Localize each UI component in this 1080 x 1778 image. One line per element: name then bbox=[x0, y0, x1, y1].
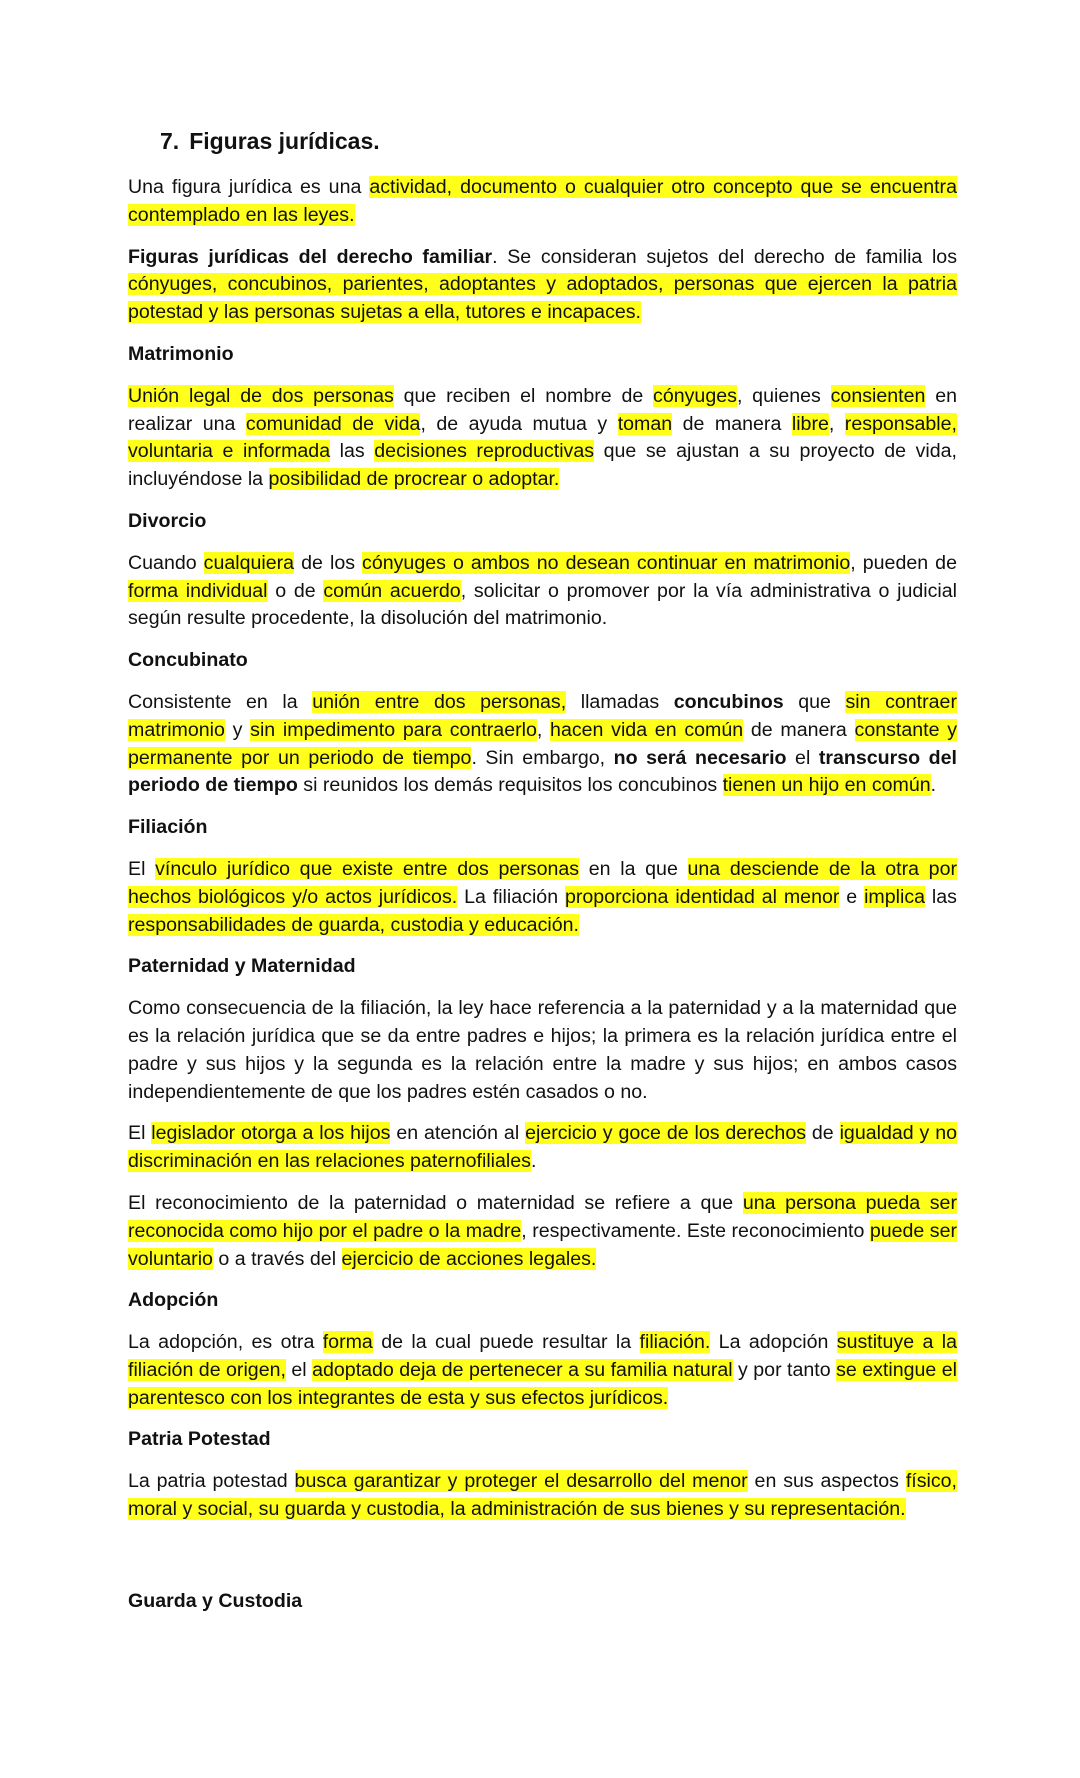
paragraph bbox=[128, 1120, 957, 1176]
section-title-text: Figuras jurídicas. bbox=[189, 128, 380, 154]
bold-text: concubinos bbox=[673, 690, 784, 713]
text-run: , bbox=[536, 718, 551, 741]
text-run: las bbox=[925, 885, 957, 908]
highlighted-text: puede ser voluntario bbox=[128, 1219, 958, 1270]
text-run: , quienes bbox=[736, 384, 831, 407]
spacer bbox=[128, 1538, 957, 1588]
paragraph bbox=[128, 1190, 957, 1273]
text-run: en atención al bbox=[390, 1122, 526, 1145]
highlighted-text: hacen vida en común bbox=[550, 718, 744, 741]
paragraph bbox=[128, 383, 957, 494]
text-run: las bbox=[330, 440, 375, 463]
highlighted-text: posibilidad de procrear o adoptar. bbox=[268, 468, 560, 491]
section-number: 7. bbox=[160, 128, 180, 154]
subsection-heading: Divorcio bbox=[128, 509, 207, 532]
highlighted-text: responsabilidades de guarda, custodia y educación. bbox=[128, 913, 579, 936]
bold-text: transcurso del periodo de tiempo bbox=[128, 746, 957, 797]
text-run: , solicitar o promover por la vía administrativa o judicial según resulte procedente, la disolución del matrimonio. bbox=[128, 579, 958, 630]
highlighted-text: forma individual bbox=[128, 579, 268, 602]
text-run: El reconocimiento de la paternidad o maternidad se refiere a que bbox=[128, 1191, 743, 1214]
text-run: e bbox=[839, 885, 865, 908]
text-run: el bbox=[285, 1358, 313, 1381]
paragraph bbox=[128, 174, 957, 230]
highlighted-text: cónyuges o ambos no desean continuar en matrimonio bbox=[362, 551, 851, 574]
highlighted-text: unión entre dos personas, bbox=[312, 690, 567, 713]
text-run: de bbox=[806, 1122, 840, 1145]
highlighted-text: decisiones reproductivas bbox=[374, 440, 595, 463]
paragraph bbox=[128, 244, 957, 327]
subsection-heading: Adopción bbox=[128, 1289, 219, 1312]
text-run: en sus aspectos bbox=[747, 1470, 906, 1493]
text-run: de manera bbox=[672, 412, 792, 435]
highlighted-text: constante y permanente por un periodo de tiempo bbox=[128, 718, 958, 769]
text-run: o de bbox=[267, 579, 324, 602]
text-run: La adopción bbox=[710, 1331, 837, 1354]
highlighted-text: filiación. bbox=[639, 1331, 711, 1354]
text-run: El bbox=[128, 1122, 152, 1145]
subsection-heading: Concubinato bbox=[128, 649, 248, 672]
highlighted-text: forma bbox=[322, 1331, 373, 1354]
text-run: en la que bbox=[579, 857, 688, 880]
highlighted-text: físico, moral y social, su guarda y custodia, la administración de sus bienes y su representación. bbox=[128, 1470, 957, 1521]
highlighted-text: libre bbox=[791, 412, 829, 435]
highlighted-text: igualdad y no discriminación en las relaciones paternofiliales bbox=[128, 1122, 957, 1173]
text-run: La filiación bbox=[457, 885, 565, 908]
text-run: el bbox=[786, 746, 819, 769]
text-run: en realizar una bbox=[128, 384, 958, 435]
highlighted-text: adoptado deja de pertenecer a su familia natural bbox=[312, 1358, 733, 1381]
highlighted-text: comunidad de vida bbox=[245, 412, 421, 435]
subsection-heading: Matrimonio bbox=[128, 342, 234, 365]
paragraph bbox=[128, 689, 957, 800]
highlighted-text: ejercicio de acciones legales. bbox=[341, 1247, 597, 1270]
highlighted-text: toman bbox=[617, 412, 673, 435]
text-run: Como consecuencia de la filiación, la ley hace referencia a la paternidad y a la maternidad que es la relación jurídica que se da entre padres e hijos; la primera es la relación jurídica entre el padre y sus hijos y la segunda es la relación entre la madre y sus hijos; en ambos casos independientemente de que los padres estén casados o no. bbox=[128, 997, 957, 1103]
highlighted-text: común acuerdo bbox=[323, 579, 461, 602]
text-run: Consistente en la bbox=[128, 690, 313, 713]
paragraph bbox=[128, 1468, 957, 1524]
text-run: si reunidos los demás requisitos los concubinos bbox=[297, 774, 723, 797]
document-body bbox=[128, 174, 957, 1616]
text-run: y bbox=[224, 718, 251, 741]
text-run: . bbox=[530, 1150, 537, 1173]
highlighted-text: proporciona identidad al menor bbox=[564, 885, 840, 908]
text-run: que reciben el nombre de bbox=[393, 384, 654, 407]
section-title bbox=[160, 126, 957, 156]
bold-text: no será necesario bbox=[613, 746, 787, 769]
highlighted-text: sustituye a la filiación de origen, bbox=[128, 1331, 957, 1381]
text-run: que se ajustan a su proyecto de vida, incluyéndose la bbox=[128, 440, 958, 491]
subsection-heading: Patria Potestad bbox=[128, 1428, 271, 1451]
highlighted-text: cónyuges bbox=[653, 384, 737, 407]
text-run: . Se consideran sujetos del derecho de familia los bbox=[492, 245, 958, 268]
highlighted-text: busca garantizar y proteger el desarrollo del menor bbox=[294, 1470, 748, 1493]
highlighted-text: sin impedimento para contraerlo bbox=[250, 718, 537, 741]
text-run: , respectivamente. Este reconocimiento bbox=[521, 1219, 870, 1242]
text-run: llamadas bbox=[566, 690, 674, 713]
highlighted-text: responsable, voluntaria e informada bbox=[128, 412, 957, 463]
highlighted-text: legislador otorga a los hijos bbox=[151, 1122, 391, 1145]
highlighted-text: se extingue el parentesco con los integrantes de esta y sus efectos jurídicos. bbox=[128, 1358, 957, 1409]
text-run: y por tanto bbox=[732, 1358, 837, 1381]
text-run: que bbox=[783, 690, 846, 713]
highlighted-text: consienten bbox=[830, 384, 926, 407]
text-run: o a través del bbox=[212, 1247, 342, 1270]
highlighted-text: cónyuges, concubinos, parientes, adoptantes y adoptados, personas que ejercen la patria potestad y las personas sujetas a ella, tutores e incapaces. bbox=[128, 273, 957, 324]
highlighted-text: actividad, documento o cualquier otro concepto que se encuentra contemplado en las leyes. bbox=[128, 176, 957, 226]
highlighted-text: ejercicio y goce de los derechos bbox=[525, 1122, 807, 1145]
highlighted-text: tienen un hijo en común bbox=[722, 774, 931, 797]
text-run: de la cual puede resultar la bbox=[372, 1331, 640, 1354]
subsection-heading: Paternidad y Maternidad bbox=[128, 955, 356, 978]
text-run: El bbox=[128, 857, 156, 880]
highlighted-text: sin contraer matrimonio bbox=[128, 690, 957, 741]
highlighted-text: Unión legal de dos personas bbox=[128, 384, 394, 407]
text-run: Cuando bbox=[128, 551, 204, 574]
subsection-heading: Filiación bbox=[128, 816, 208, 839]
paragraph bbox=[128, 1329, 957, 1412]
highlighted-text: cualquiera bbox=[203, 551, 295, 574]
text-run: La adopción, es otra bbox=[128, 1331, 323, 1354]
text-run: de manera bbox=[743, 718, 855, 741]
text-run: Una figura jurídica es una bbox=[128, 176, 370, 198]
highlighted-text: una desciende de la otra por hechos biológicos y/o actos jurídicos. bbox=[128, 857, 958, 908]
subsection-heading: Guarda y Custodia bbox=[128, 1589, 303, 1612]
bold-text: Figuras jurídicas del derecho familiar bbox=[128, 245, 493, 268]
text-run: , pueden de bbox=[850, 551, 957, 574]
text-run: . Sin embargo, bbox=[471, 746, 614, 769]
text-run: de los bbox=[294, 551, 363, 574]
text-run: , de ayuda mutua y bbox=[420, 412, 618, 435]
text-run: . bbox=[930, 774, 937, 797]
paragraph bbox=[128, 550, 957, 633]
paragraph bbox=[128, 856, 957, 939]
highlighted-text: implica bbox=[864, 885, 926, 908]
text-run: La patria potestad bbox=[128, 1470, 295, 1493]
paragraph bbox=[128, 995, 957, 1106]
highlighted-text: vínculo jurídico que existe entre dos personas bbox=[155, 857, 580, 880]
highlighted-text: una persona pueda ser reconocida como hijo por el padre o la madre bbox=[128, 1191, 957, 1242]
text-run: , bbox=[828, 412, 845, 435]
